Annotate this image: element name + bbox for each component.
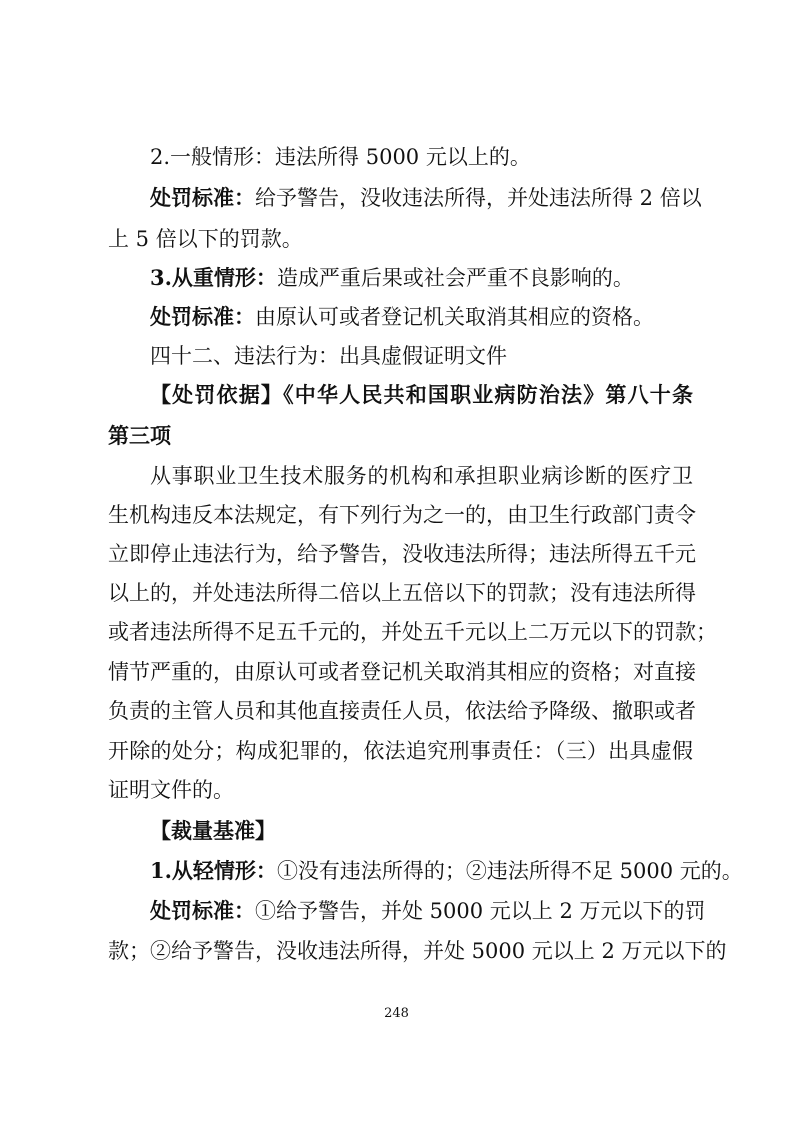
law-text: 情节严重的，由原认可或者登记机关取消其相应的资格；对直接 bbox=[108, 660, 696, 684]
penalty-text: ①给予警告，并处 5000 元以上 2 万元以下的罚 bbox=[255, 899, 706, 923]
clause-text: ①没有违法所得的；②违法所得不足 5000 元的。 bbox=[276, 859, 743, 883]
clause-label: 1.从轻情形： bbox=[150, 858, 277, 883]
penalty-text: 由原认可或者登记机关取消其相应的资格。 bbox=[255, 305, 654, 329]
section-heading bbox=[150, 342, 693, 370]
text-line bbox=[108, 540, 696, 568]
text-line bbox=[108, 422, 693, 450]
law-text: 证明文件的。 bbox=[108, 778, 234, 802]
discretion-standard-heading: 【裁量基准】 bbox=[150, 818, 276, 843]
basis-law-title: 《中华人民共和国职业病防治法》第八十条 bbox=[283, 382, 693, 407]
text-line bbox=[150, 381, 693, 409]
text-line bbox=[108, 658, 696, 686]
text-line bbox=[150, 264, 693, 292]
text-line bbox=[150, 143, 693, 171]
penalty-text: 上 5 倍以下的罚款。 bbox=[108, 227, 303, 251]
law-text: 立即停止违法行为，给予警告，没收违法所得；违法所得五千元 bbox=[108, 542, 696, 566]
section-title: 四十二、违法行为：出具虚假证明文件 bbox=[150, 344, 507, 368]
clause-text: 造成严重后果或社会严重不良影响的。 bbox=[276, 266, 634, 290]
text-line bbox=[108, 225, 693, 253]
text-line bbox=[108, 579, 696, 607]
basis-law-item: 第三项 bbox=[108, 423, 171, 448]
penalty-text: 给予警告，没收违法所得，并处违法所得 2 倍以 bbox=[255, 186, 702, 210]
text-line bbox=[108, 776, 693, 804]
text-line bbox=[150, 897, 706, 925]
law-text: 负责的主管人员和其他直接责任人员，依法给予降级、撤职或者 bbox=[108, 699, 696, 723]
law-text: 生机构违反本法规定，有下列行为之一的，由卫生行政部门责令 bbox=[108, 503, 696, 527]
text-line bbox=[108, 937, 727, 965]
text-line bbox=[150, 857, 743, 885]
clause-label: 3.从重情形： bbox=[150, 265, 277, 290]
page-number: 248 bbox=[384, 1006, 409, 1021]
law-text: 从事职业卫生技术服务的机构和承担职业病诊断的医疗卫 bbox=[150, 464, 693, 488]
penalty-label: 处罚标准： bbox=[150, 185, 255, 210]
section-heading bbox=[150, 817, 693, 845]
clause-text: 违法所得 5000 元以上的。 bbox=[275, 145, 531, 169]
text-line bbox=[108, 697, 696, 725]
text-line bbox=[108, 737, 693, 765]
text-line bbox=[150, 303, 693, 331]
clause-label: 2.一般情形： bbox=[150, 145, 276, 169]
penalty-label: 处罚标准： bbox=[150, 898, 255, 923]
penalty-label: 处罚标准： bbox=[150, 304, 255, 329]
law-text: 开除的处分；构成犯罪的，依法追究刑事责任：（三）出具虚假 bbox=[108, 739, 693, 763]
penalty-text: 款；②给予警告，没收违法所得，并处 5000 元以上 2 万元以下的 bbox=[108, 939, 727, 963]
text-line bbox=[108, 618, 717, 646]
text-line bbox=[108, 501, 696, 529]
text-line bbox=[150, 462, 693, 490]
law-text: 或者违法所得不足五千元的，并处五千元以上二万元以下的罚款； bbox=[108, 620, 717, 644]
law-text: 以上的，并处违法所得二倍以上五倍以下的罚款；没有违法所得 bbox=[108, 581, 696, 605]
basis-label: 【处罚依据】 bbox=[150, 382, 284, 407]
text-line bbox=[150, 184, 702, 212]
